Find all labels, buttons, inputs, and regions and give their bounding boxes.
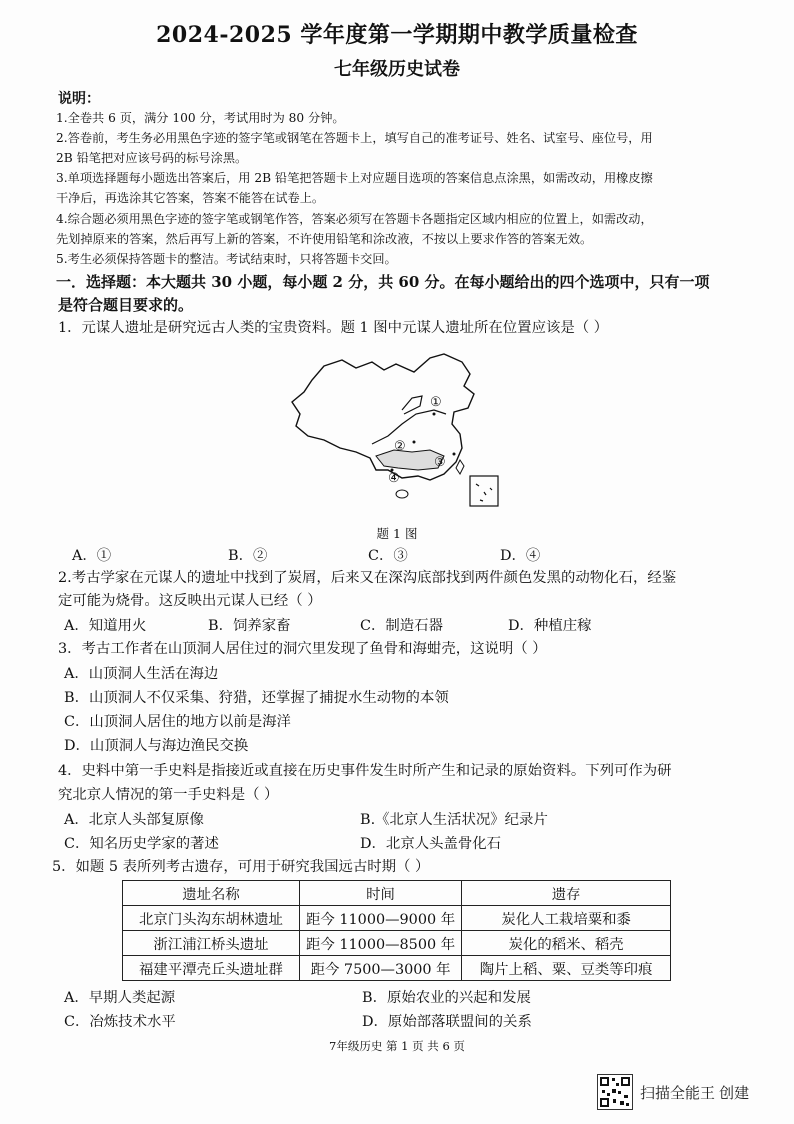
map-marker: ④ [388, 471, 400, 486]
table-cell: 北京门头沟东胡林遗址 [123, 906, 300, 931]
q1-option-c[interactable]: C．③ [368, 548, 408, 564]
page-footer: 7年级历史 第 1 页 共 6 页 [329, 1039, 465, 1053]
marker-3-dot [453, 453, 456, 456]
q3-option-c[interactable]: C．山顶洞人居住的地方以前是海洋 [64, 714, 291, 730]
sites-table [122, 880, 671, 981]
exam-title: 2024-2025 学年度第一学期期中教学质量检查 [156, 22, 638, 48]
south-sea-islands [476, 484, 492, 501]
table-cell: 福建平潭壳丘头遗址群 [123, 956, 300, 981]
q2-option-d[interactable]: D．种植庄稼 [508, 618, 592, 634]
q2-option-c[interactable]: C．制造石器 [360, 618, 443, 634]
table-cell: 距今 11000—8500 年 [300, 931, 462, 956]
instruction-line: 3.单项选择题每小题选出答案后，用 2B 铅笔把答题卡上对应题目选项的答案信息点涂黑，如需改动，用橡皮擦 [56, 171, 653, 185]
q3-option-d[interactable]: D．山顶洞人与海边渔民交换 [64, 738, 249, 754]
q5-option-a[interactable]: A．早期人类起源 [64, 990, 176, 1006]
instruction-line: 先划掉原来的答案，然后再写上新的答案，不许使用铅笔和涂改液，不按以上要求作答的答案无效。 [56, 232, 593, 246]
table-cell: 距今 7500—3000 年 [300, 956, 462, 981]
question-5-stem: 5．如题 5 表所列考古遗存，可用于研究我国远古时期（ ） [52, 859, 430, 875]
table-header-row [123, 881, 671, 906]
table-header: 遗存 [462, 881, 671, 906]
q2-option-b[interactable]: B．饲养家畜 [208, 618, 291, 634]
q3-option-b[interactable]: B．山顶洞人不仅采集、狩猎，还掌握了捕捉水生动物的本领 [64, 690, 449, 706]
scanner-brand-label: 扫描全能王 创建 [640, 1085, 750, 1102]
instructions-heading: 说明： [58, 91, 100, 107]
table-cell: 炭化的稻米、稻壳 [462, 931, 671, 956]
instruction-line: 干净后，再选涂其它答案，答案不能答在试卷上。 [56, 191, 325, 205]
q5-option-b[interactable]: B．原始农业的兴起和发展 [362, 990, 531, 1006]
instruction-line: 2B 铅笔把对应该号码的标号涂黑。 [56, 151, 248, 165]
instruction-line: 1.全卷共 6 页，满分 100 分，考试用时为 80 分钟。 [56, 111, 345, 125]
q4-option-b[interactable]: B.《北京人生活状况》纪录片 [360, 812, 548, 828]
q1-option-d[interactable]: D．④ [500, 548, 541, 564]
map-marker: ③ [434, 455, 446, 470]
instruction-line: 4.综合题必须用黑色字迹的签字笔或钢笔作答，答案必须写在答题卡各题指定区域内相应的位置上，如需改动， [56, 212, 653, 226]
table-cell: 浙江浦江桥头遗址 [123, 931, 300, 956]
instruction-line: 2.答卷前，考生务必用黑色字迹的签字笔或钢笔在答题卡上，填写自己的准考证号、姓名、试室号、座位号，用 [56, 131, 653, 145]
taiwan-island [456, 460, 464, 474]
table-row [123, 956, 671, 981]
q5-option-d[interactable]: D．原始部落联盟间的关系 [362, 1014, 532, 1030]
table-cell: 陶片上稻、粟、豆类等印痕 [462, 956, 671, 981]
table-header: 时间 [300, 881, 462, 906]
exam-subtitle: 七年级历史试卷 [334, 59, 460, 80]
q4-option-a[interactable]: A．北京人头部复原像 [64, 812, 204, 828]
section-title: 一．选择题：本大题共 30 小题，每小题 2 分，共 60 分。在每小题给出的四个选项中，只有一项 [56, 273, 710, 291]
figure-caption: 题 1 图 [376, 526, 418, 541]
marker-1-dot [433, 413, 436, 416]
map-marker: ① [430, 395, 442, 410]
marker-2-dot [413, 441, 416, 444]
q2-option-a[interactable]: A．知道用火 [64, 618, 147, 634]
table-cell: 距今 11000—9000 年 [300, 906, 462, 931]
q1-option-b[interactable]: B．② [228, 548, 268, 564]
section-title-cont: 是符合题目要求的。 [58, 296, 194, 314]
q4-option-d[interactable]: D．北京人头盖骨化石 [360, 836, 502, 852]
table-row [123, 931, 671, 956]
hainan-island [396, 490, 408, 498]
table-cell: 炭化人工栽培粟和黍 [462, 906, 671, 931]
question-3-stem: 3．考古工作者在山顶洞人居住过的洞穴里发现了鱼骨和海蚶壳，这说明（ ） [58, 641, 547, 657]
question-4-stem: 4．史料中第一手史料是指接近或直接在历史事件发生时所产生和记录的原始资料。下列可作为研 [58, 763, 672, 779]
q1-option-a[interactable]: A．① [72, 548, 112, 564]
map-marker: ② [394, 439, 406, 454]
china-map-figure [284, 352, 504, 512]
q5-option-c[interactable]: C．冶炼技术水平 [64, 1014, 176, 1030]
table-header: 遗址名称 [123, 881, 300, 906]
question-4-stem-cont: 究北京人情况的第一手史料是（ ） [58, 787, 279, 803]
question-2-stem: 2.考古学家在元谋人的遗址中找到了炭屑，后来又在深沟底部找到两件颜色发黑的动物化石，经鉴 [58, 570, 677, 586]
q4-option-c[interactable]: C．知名历史学家的著述 [64, 836, 219, 852]
table-row [123, 906, 671, 931]
q3-option-a[interactable]: A．山顶洞人生活在海边 [64, 666, 219, 682]
question-2-stem-cont: 定可能为烧骨。这反映出元谋人已经（ ） [58, 593, 322, 609]
south-sea-inset [470, 476, 498, 506]
instruction-line: 5.考生必须保持答题卡的整洁。考试结束时，只将答题卡交回。 [56, 252, 397, 266]
question-1-stem: 1．元谋人遗址是研究远古人类的宝贵资料。题 1 图中元谋人遗址所在位置应该是（ ） [58, 320, 609, 336]
china-map-svg [284, 352, 504, 512]
qr-code-icon [597, 1074, 633, 1110]
